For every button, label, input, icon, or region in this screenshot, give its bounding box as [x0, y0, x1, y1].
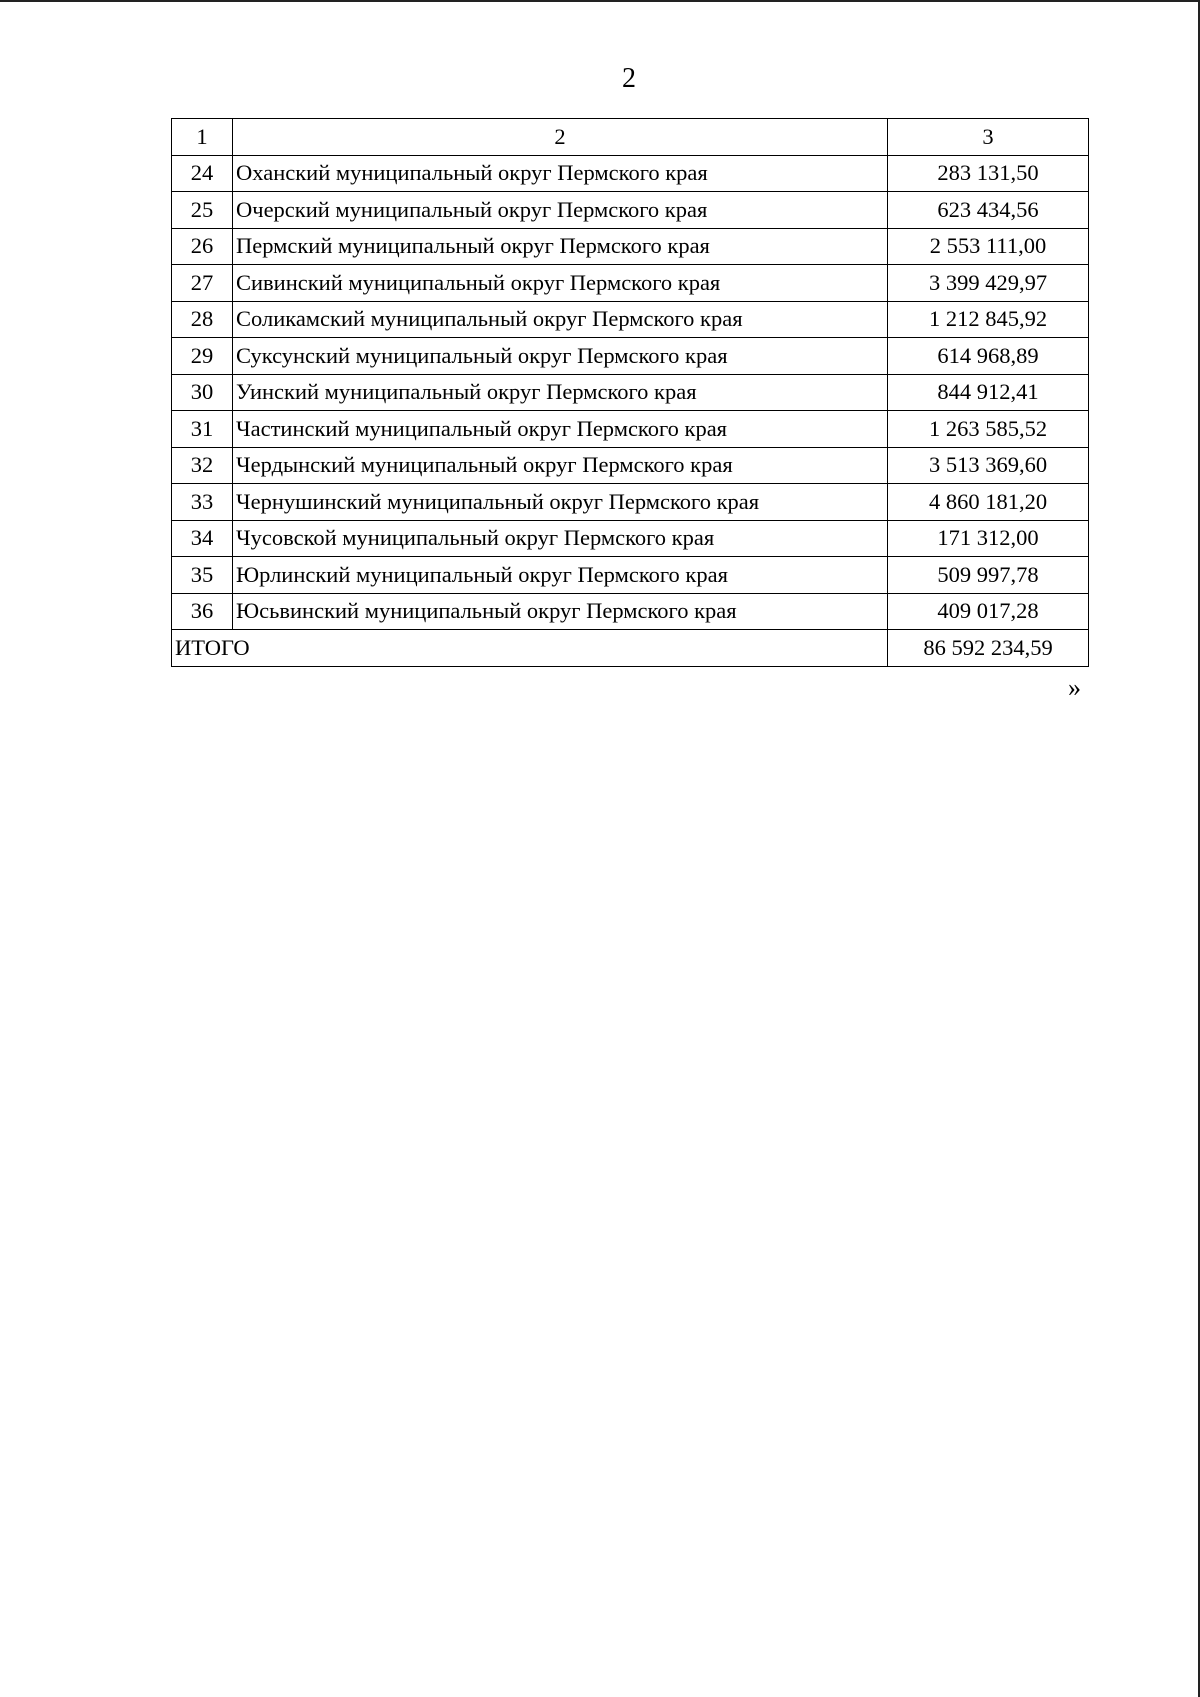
municipality-name-cell: Соликамский муниципальный округ Пермского края [233, 301, 888, 338]
municipality-name-cell: Чернушинский муниципальный округ Пермского края [233, 484, 888, 521]
header-cell-col-3: 3 [888, 119, 1089, 156]
amount-cell: 623 434,56 [888, 192, 1089, 229]
municipality-name-cell: Частинский муниципальный округ Пермского края [233, 411, 888, 448]
total-row [172, 630, 1089, 667]
municipality-name-cell: Юрлинский муниципальный округ Пермского края [233, 557, 888, 594]
table-header-row [172, 119, 1089, 156]
municipality-name-cell: Оханский муниципальный округ Пермского края [233, 155, 888, 192]
amount-cell: 3 399 429,97 [888, 265, 1089, 302]
table-row [172, 338, 1089, 375]
row-number-cell: 32 [172, 447, 233, 484]
row-number-cell: 33 [172, 484, 233, 521]
amount-cell: 614 968,89 [888, 338, 1089, 375]
amount-cell: 1 212 845,92 [888, 301, 1089, 338]
table-row [172, 265, 1089, 302]
amount-cell: 4 860 181,20 [888, 484, 1089, 521]
amount-cell: 2 553 111,00 [888, 228, 1089, 265]
municipality-name-cell: Сивинский муниципальный округ Пермского края [233, 265, 888, 302]
header-cell-col-1: 1 [172, 119, 233, 156]
amount-cell: 3 513 369,60 [888, 447, 1089, 484]
municipality-name-cell: Уинский муниципальный округ Пермского края [233, 374, 888, 411]
amount-cell: 409 017,28 [888, 593, 1089, 630]
row-number-cell: 24 [172, 155, 233, 192]
municipality-name-cell: Суксунский муниципальный округ Пермского края [233, 338, 888, 375]
row-number-cell: 34 [172, 520, 233, 557]
closing-quote-mark: » [1068, 673, 1081, 702]
amount-cell: 283 131,50 [888, 155, 1089, 192]
municipality-name-cell: Юсьвинский муниципальный округ Пермского края [233, 593, 888, 630]
table-row [172, 411, 1089, 448]
row-number-cell: 25 [172, 192, 233, 229]
municipality-name-cell: Чусовской муниципальный округ Пермского края [233, 520, 888, 557]
row-number-cell: 26 [172, 228, 233, 265]
table-row [172, 557, 1089, 594]
table-row [172, 447, 1089, 484]
municipality-name-cell: Пермский муниципальный округ Пермского края [233, 228, 888, 265]
row-number-cell: 35 [172, 557, 233, 594]
amount-cell: 171 312,00 [888, 520, 1089, 557]
amount-cell: 844 912,41 [888, 374, 1089, 411]
total-amount-cell: 86 592 234,59 [888, 630, 1089, 667]
table-row [172, 228, 1089, 265]
amount-cell: 509 997,78 [888, 557, 1089, 594]
row-number-cell: 29 [172, 338, 233, 375]
row-number-cell: 28 [172, 301, 233, 338]
row-number-cell: 30 [172, 374, 233, 411]
municipality-name-cell: Чердынский муниципальный округ Пермского края [233, 447, 888, 484]
row-number-cell: 27 [172, 265, 233, 302]
municipality-name-cell: Очерский муниципальный округ Пермского края [233, 192, 888, 229]
allocation-table [171, 118, 1089, 667]
table-row [172, 155, 1089, 192]
table-row [172, 520, 1089, 557]
table-row [172, 484, 1089, 521]
table-row [172, 192, 1089, 229]
row-number-cell: 31 [172, 411, 233, 448]
row-number-cell: 36 [172, 593, 233, 630]
page-number: 2 [622, 63, 636, 94]
table-row [172, 593, 1089, 630]
table-row [172, 301, 1089, 338]
total-label-cell: ИТОГО [172, 630, 888, 667]
amount-cell: 1 263 585,52 [888, 411, 1089, 448]
header-cell-col-2: 2 [233, 119, 888, 156]
table-row [172, 374, 1089, 411]
